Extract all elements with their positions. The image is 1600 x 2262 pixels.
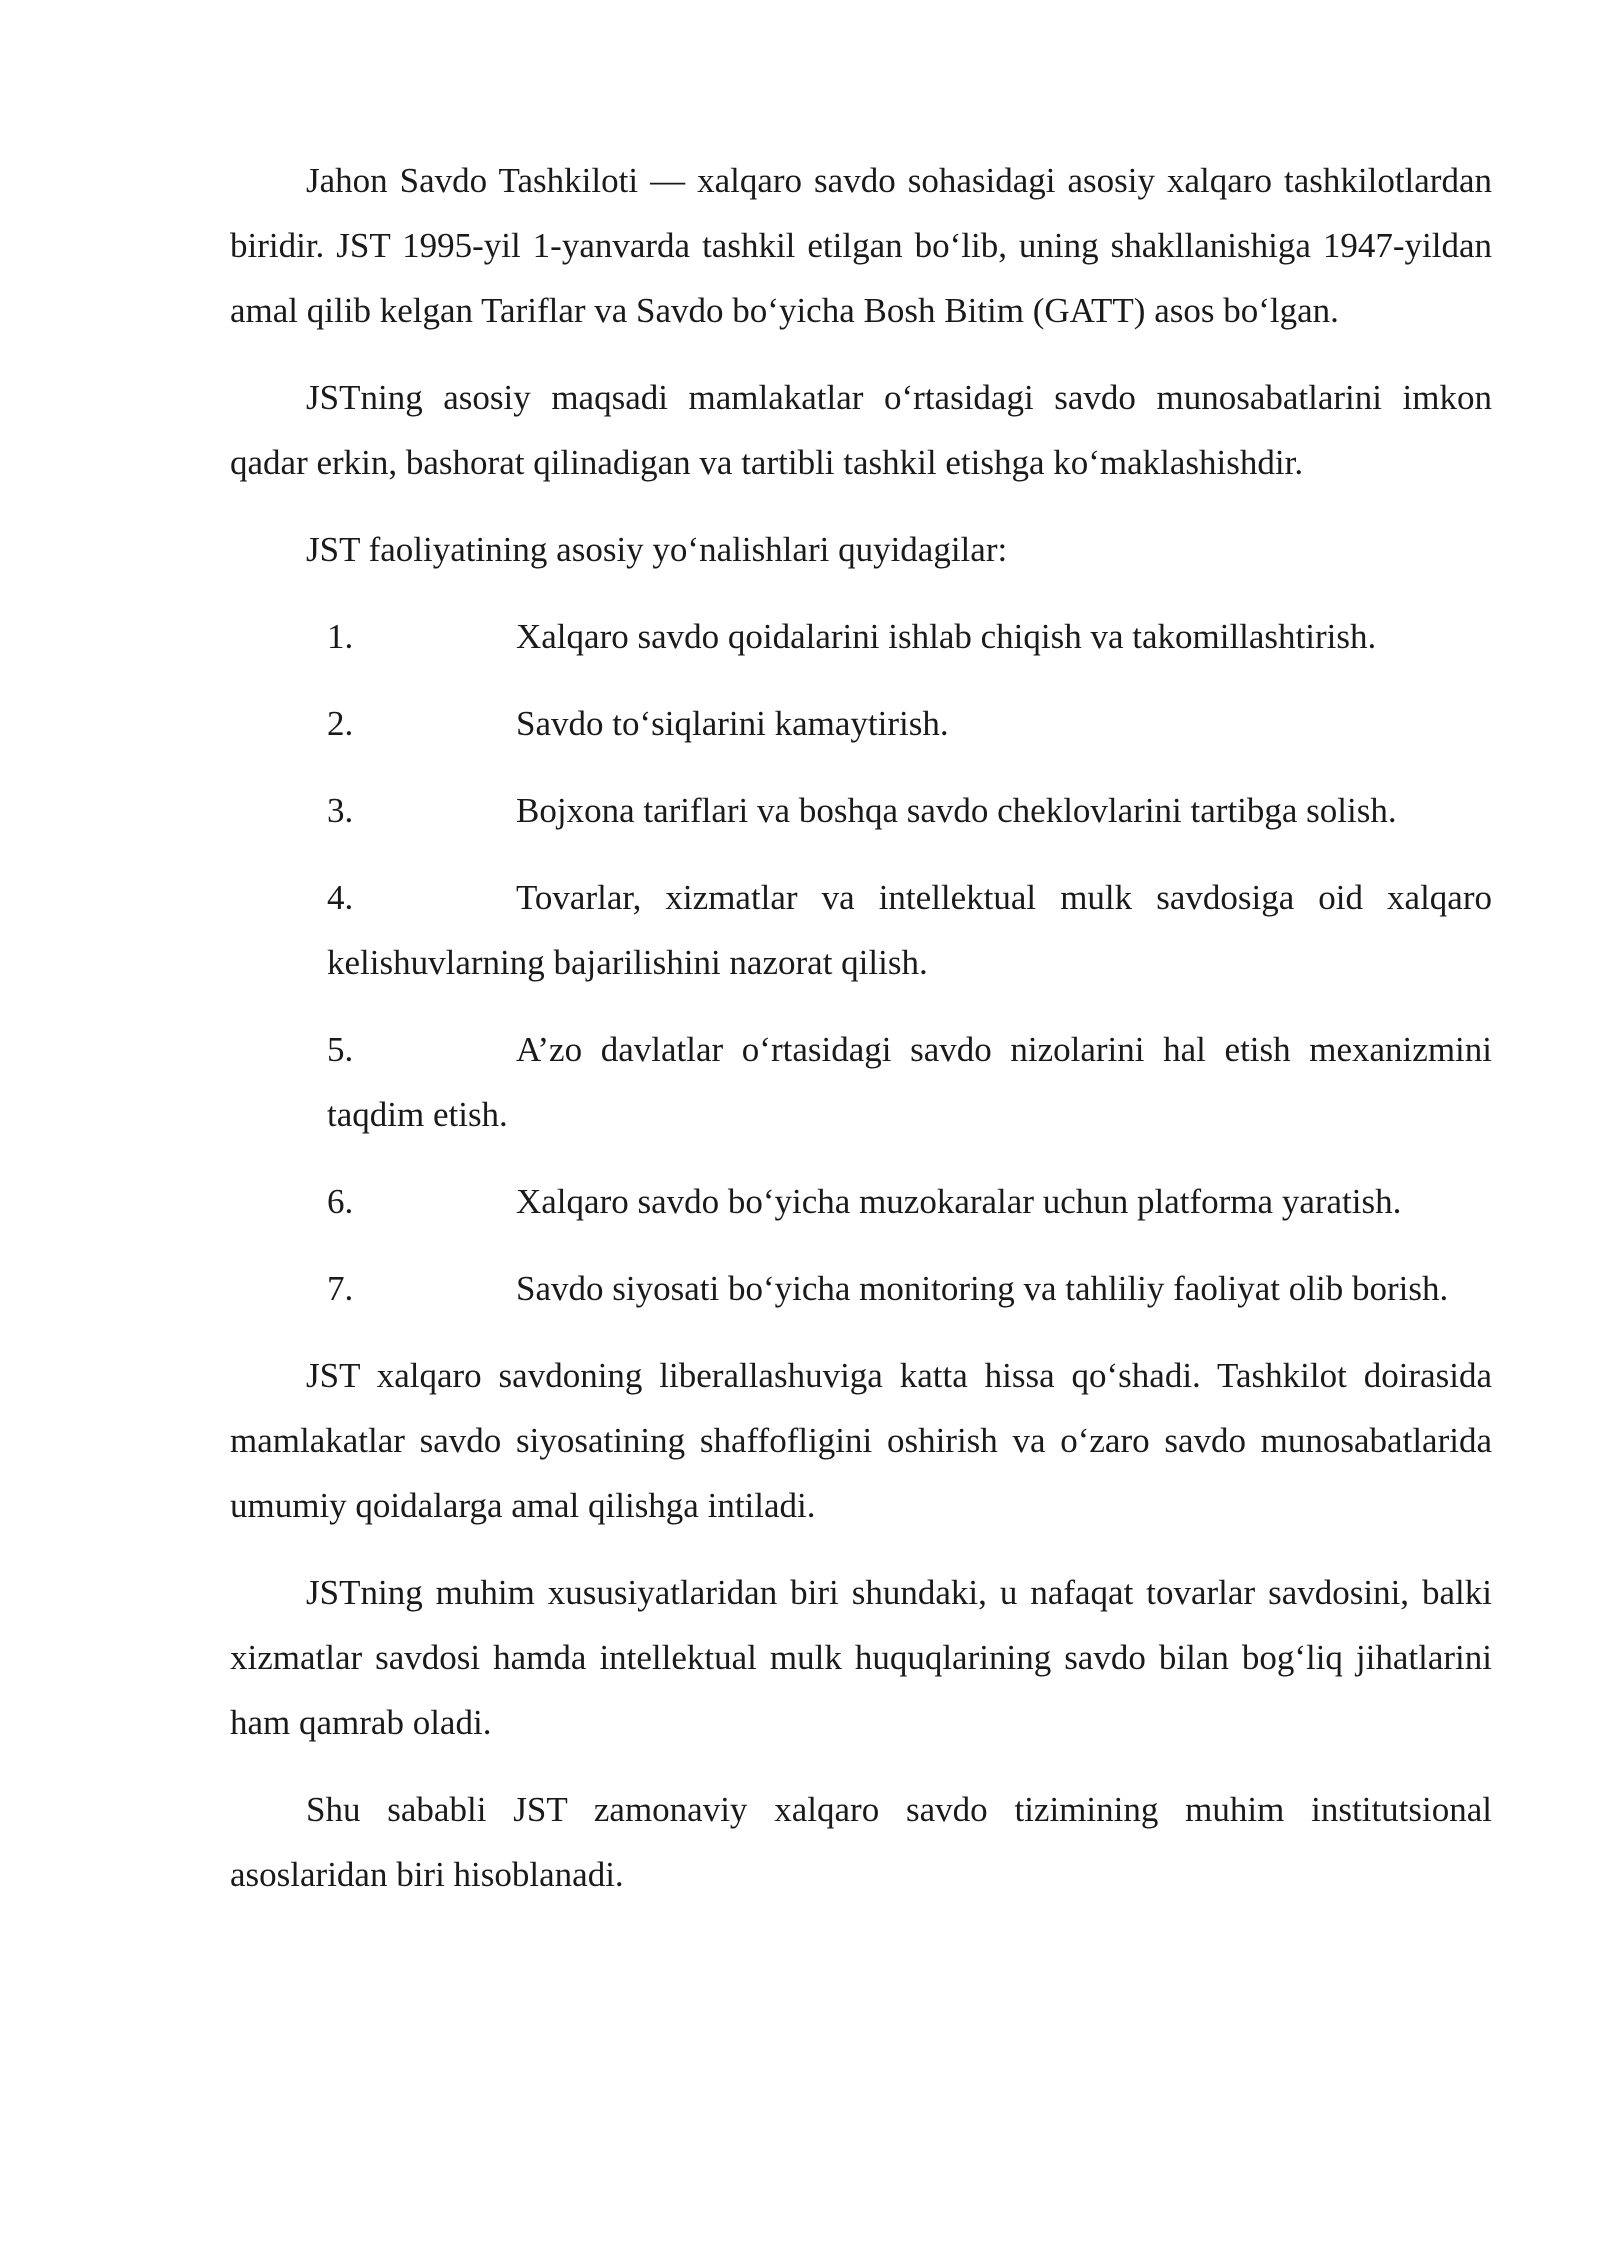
- paragraph-wto-intro: Jahon Savdo Tashkiloti — xalqaro savdo sohasidagi asosiy xalqaro tashkilotlardan biridir. JST 1995-yil 1-yanvarda tashkil etilgan bo‘lib, uning shakllanishiga 1947-yildan amal qilib kelgan Tariflar va Savdo bo‘yicha Bosh Bitim (GATT) asos bo‘lgan.: [230, 161, 1492, 330]
- list-item: [327, 1017, 1492, 1147]
- list-item-number: 1.: [327, 617, 354, 656]
- list-item-text: A’zo davlatlar o‘rtasidagi savdo nizolarini hal etish mexanizmini taqdim etish.: [327, 1030, 1492, 1134]
- paragraph-scope: JSTning muhim xususiyatlaridan biri shundaki, u nafaqat tovarlar savdosini, balki xizmatlar savdosi hamda intellektual mulk huquqlarining savdo bilan bog‘liq jihatlarini ham qamrab oladi.: [230, 1573, 1492, 1742]
- list-item-text: Xalqaro savdo qoidalarini ishlab chiqish va takomillashtirish.: [516, 617, 1377, 656]
- list-item-text: Tovarlar, xizmatlar va intellektual mulk savdosiga oid xalqaro kelishuvlarning bajarilishini nazorat qilish.: [327, 878, 1492, 982]
- list-item-number: 2.: [327, 704, 354, 743]
- list-item: [327, 778, 1492, 843]
- list-item-text: Savdo siyosati bo‘yicha monitoring va tahliliy faoliyat olib borish.: [516, 1269, 1449, 1308]
- list-item-text: Savdo to‘siqlarini kamaytirish.: [516, 704, 949, 743]
- paragraph-wto-goal: JSTning asosiy maqsadi mamlakatlar o‘rtasidagi savdo munosabatlarini imkon qadar erkin, bashorat qilinadigan va tartibli tashkil etishga ko‘maklashishdir.: [230, 378, 1492, 482]
- list-item-number: 3.: [327, 791, 354, 830]
- list-item: [327, 1256, 1492, 1321]
- list-item: [327, 691, 1492, 756]
- document-page: [230, 148, 1492, 1929]
- paragraph-liberalization: JST xalqaro savdoning liberallashuviga katta hissa qo‘shadi. Tashkilot doirasida mamlakatlar savdo siyosatining shaffofligini oshirish va o‘zaro savdo munosabatlarida umumiy qoidalarga amal qilishga intiladi.: [230, 1356, 1492, 1525]
- list-item-number: 5.: [327, 1030, 354, 1069]
- paragraph-conclusion: Shu sababli JST zamonaviy xalqaro savdo tizimining muhim institutsional asoslaridan biri hisoblanadi.: [230, 1790, 1492, 1894]
- list-item-number: 7.: [327, 1269, 354, 1308]
- activities-list: [230, 604, 1492, 1321]
- list-item: [327, 865, 1492, 995]
- list-item-text: Bojxona tariflari va boshqa savdo cheklovlarini tartibga solish.: [516, 791, 1397, 830]
- list-item-number: 6.: [327, 1182, 354, 1221]
- list-item-text: Xalqaro savdo bo‘yicha muzokaralar uchun platforma yaratish.: [516, 1182, 1402, 1221]
- paragraph-activities-heading: JST faoliyatining asosiy yo‘nalishlari quyidagilar:: [306, 530, 1008, 569]
- list-item: [327, 1169, 1492, 1234]
- list-item: [327, 604, 1492, 669]
- list-item-number: 4.: [327, 878, 354, 917]
